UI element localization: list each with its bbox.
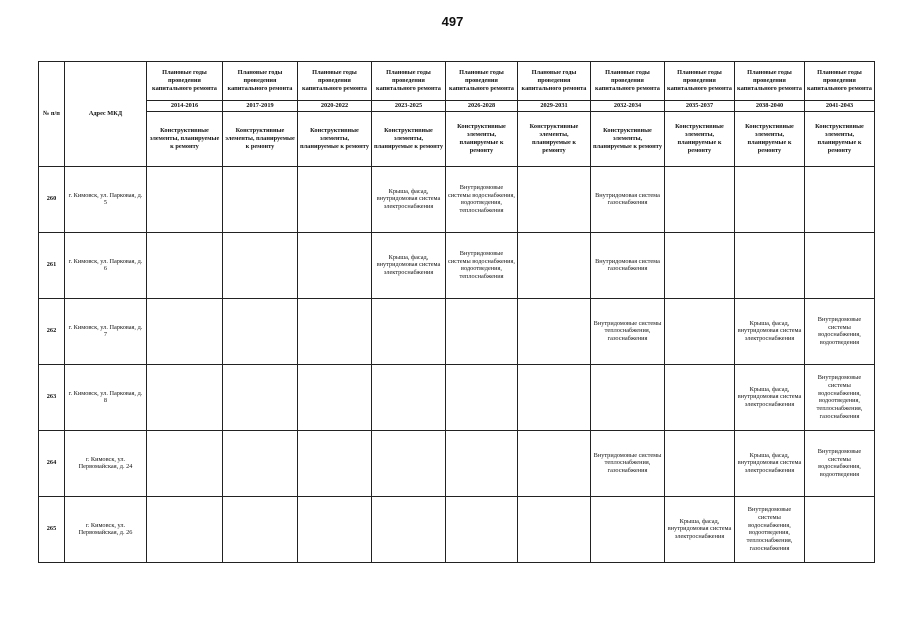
table-cell: Крыша, фасад, внутридомовая система электроснабжения — [735, 430, 805, 496]
table-cell — [446, 430, 518, 496]
header-element: Конструктивные элементы, планируемые к ремонту — [147, 111, 223, 166]
header-period: 2038-2040 — [735, 101, 805, 112]
header-period: 2017-2019 — [223, 101, 298, 112]
table-cell — [446, 298, 518, 364]
table-cell — [298, 232, 372, 298]
table-cell — [518, 232, 591, 298]
table-row — [39, 430, 875, 496]
header-group: Плановые годы проведения капитального ремонта — [446, 62, 518, 101]
table-cell: Внутридомовые системы водоснабжения, водоотведения — [805, 430, 875, 496]
table-cell — [518, 496, 591, 562]
table-cell: Крыша, фасад, внутридомовая система электроснабжения — [735, 298, 805, 364]
table-cell: Крыша, фасад, внутридомовая система электроснабжения — [665, 496, 735, 562]
table-cell — [518, 430, 591, 496]
header-element: Конструктивные элементы, планируемые к ремонту — [298, 111, 372, 166]
header-group: Плановые годы проведения капитального ремонта — [665, 62, 735, 101]
row-address: г. Кимовск, ул. Парковая, д. 6 — [65, 232, 147, 298]
table-cell — [665, 232, 735, 298]
table-cell: Крыша, фасад, внутридомовая система электроснабжения — [372, 166, 446, 232]
header-row-groups — [39, 62, 875, 101]
header-group: Плановые годы проведения капитального ремонта — [805, 62, 875, 101]
row-number: 263 — [39, 364, 65, 430]
table-cell — [223, 496, 298, 562]
table-cell: Внутридомовые системы водоснабжения, водоотведения, теплоснабжения — [446, 166, 518, 232]
table-row — [39, 232, 875, 298]
table-cell — [147, 430, 223, 496]
table-cell — [372, 298, 446, 364]
header-group: Плановые годы проведения капитального ремонта — [298, 62, 372, 101]
table-cell — [147, 496, 223, 562]
header-group: Плановые годы проведения капитального ремонта — [735, 62, 805, 101]
row-address: г. Кимовск, ул. Парковая, д. 7 — [65, 298, 147, 364]
table-cell — [147, 232, 223, 298]
header-element: Конструктивные элементы, планируемые к ремонту — [735, 111, 805, 166]
table-cell: Внутридомовые системы водоснабжения, водоотведения, теплоснабжения — [446, 232, 518, 298]
row-number: 264 — [39, 430, 65, 496]
row-number: 262 — [39, 298, 65, 364]
header-element: Конструктивные элементы, планируемые к ремонту — [665, 111, 735, 166]
table-row — [39, 298, 875, 364]
header-period: 2029-2031 — [518, 101, 591, 112]
header-period: 2014-2016 — [147, 101, 223, 112]
header-group: Плановые годы проведения капитального ремонта — [518, 62, 591, 101]
header-period: 2035-2037 — [665, 101, 735, 112]
table-cell — [446, 496, 518, 562]
row-address: г. Кимовск, ул. Парковая, д. 8 — [65, 364, 147, 430]
row-number: 261 — [39, 232, 65, 298]
table-cell: Внутридомовые системы водоснабжения, водоотведения, теплоснабжения, газоснабжения — [805, 364, 875, 430]
table-cell — [223, 430, 298, 496]
header-period: 2032-2034 — [591, 101, 665, 112]
table-cell — [518, 298, 591, 364]
row-address: г. Кимовск, ул. Первомайская, д. 26 — [65, 496, 147, 562]
table-cell — [665, 166, 735, 232]
page-number: 497 — [441, 14, 464, 29]
table-cell: Внутридомовые системы теплоснабжения, газоснабжения — [591, 298, 665, 364]
header-element: Конструктивные элементы, планируемые к ремонту — [518, 111, 591, 166]
header-row-elements — [39, 111, 875, 166]
table-cell — [665, 298, 735, 364]
header-element: Конструктивные элементы, планируемые к ремонту — [446, 111, 518, 166]
table-cell — [298, 364, 372, 430]
table-cell: Внутридомовая система газоснабжения — [591, 232, 665, 298]
table-cell — [372, 496, 446, 562]
capital-repair-schedule-table — [38, 61, 875, 563]
table-cell — [518, 364, 591, 430]
header-address: Адрес МКД — [65, 62, 147, 167]
table-cell — [446, 364, 518, 430]
row-address: г. Кимовск, ул. Первомайская, д. 24 — [65, 430, 147, 496]
header-element: Конструктивные элементы, планируемые к ремонту — [591, 111, 665, 166]
table-cell — [372, 430, 446, 496]
table-row — [39, 364, 875, 430]
header-element: Конструктивные элементы, планируемые к ремонту — [223, 111, 298, 166]
table-cell — [147, 298, 223, 364]
row-number: 265 — [39, 496, 65, 562]
table-cell — [518, 166, 591, 232]
header-num: № п/п — [39, 62, 65, 167]
table-cell — [298, 298, 372, 364]
table-cell — [372, 364, 446, 430]
table-cell: Крыша, фасад, внутридомовая система электроснабжения — [735, 364, 805, 430]
table-cell — [735, 232, 805, 298]
header-period: 2020-2022 — [298, 101, 372, 112]
table-cell — [805, 496, 875, 562]
table-cell — [298, 430, 372, 496]
table-cell — [665, 430, 735, 496]
header-period: 2026-2028 — [446, 101, 518, 112]
header-group: Плановые годы проведения капитального ремонта — [591, 62, 665, 101]
table-cell — [298, 496, 372, 562]
table-row — [39, 166, 875, 232]
table-cell: Внутридомовые системы теплоснабжения, газоснабжения — [591, 430, 665, 496]
header-group: Плановые годы проведения капитального ремонта — [147, 62, 223, 101]
table-cell — [147, 166, 223, 232]
row-address: г. Кимовск, ул. Парковая, д. 5 — [65, 166, 147, 232]
table-cell: Внутридомовые системы водоснабжения, водоотведения — [805, 298, 875, 364]
table-cell: Внутридомовая система газоснабжения — [591, 166, 665, 232]
table-cell — [591, 364, 665, 430]
table-cell — [223, 166, 298, 232]
table-cell — [147, 364, 223, 430]
table-cell — [223, 298, 298, 364]
header-group: Плановые годы проведения капитального ремонта — [223, 62, 298, 101]
table-cell — [805, 232, 875, 298]
header-element: Конструктивные элементы, планируемые к ремонту — [805, 111, 875, 166]
row-number: 260 — [39, 166, 65, 232]
header-period: 2023-2025 — [372, 101, 446, 112]
table-cell — [805, 166, 875, 232]
table-cell — [298, 166, 372, 232]
header-group: Плановые годы проведения капитального ремонта — [372, 62, 446, 101]
header-row-periods — [39, 101, 875, 112]
table-cell — [223, 232, 298, 298]
table-row — [39, 496, 875, 562]
table-cell — [665, 364, 735, 430]
header-element: Конструктивные элементы, планируемые к ремонту — [372, 111, 446, 166]
table-cell: Крыша, фасад, внутридомовая система электроснабжения — [372, 232, 446, 298]
table-cell — [735, 166, 805, 232]
table-cell — [223, 364, 298, 430]
header-period: 2041-2043 — [805, 101, 875, 112]
table-cell: Внутридомовые системы водоснабжения, водоотведения, теплоснабжения, газоснабжения — [735, 496, 805, 562]
table-cell — [591, 496, 665, 562]
